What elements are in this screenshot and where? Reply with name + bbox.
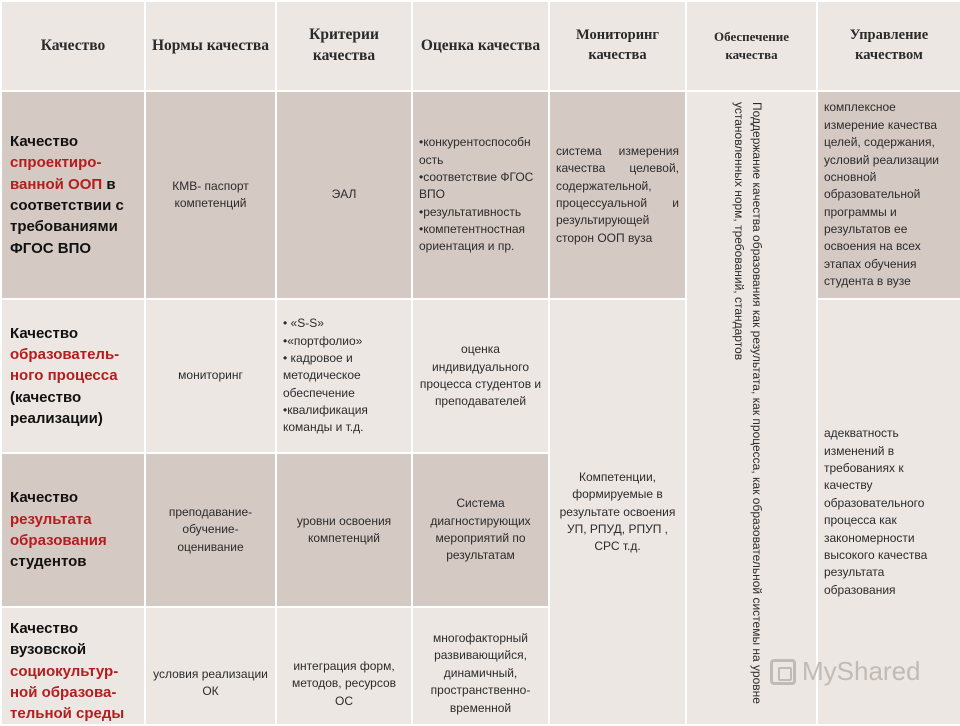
criteria-cell: ЭАЛ bbox=[276, 91, 412, 299]
norms-cell: условия реализации ОК bbox=[145, 607, 276, 725]
norms-cell: мониторинг bbox=[145, 299, 276, 453]
header-assurance: Обеспечение качества bbox=[686, 1, 817, 91]
header-assessment: Оценка качества bbox=[412, 1, 549, 91]
row-label-highlight: спроектиро-ванной ООП bbox=[10, 154, 103, 193]
row-label-text: (качество реализации) bbox=[10, 388, 103, 427]
row-label-text: Качество bbox=[10, 324, 79, 342]
assessment-cell: Система диагностирующих мероприятий по результатам bbox=[412, 453, 549, 607]
row-label bbox=[1, 91, 145, 299]
header-criteria: Критерии качества bbox=[276, 1, 412, 91]
myshared-logo-icon bbox=[770, 659, 796, 685]
assessment-cell: многофакторный развивающийся, динамичный, пространственно-временной bbox=[412, 607, 549, 725]
row-label-text: Качество bbox=[10, 489, 79, 507]
monitoring-cell: система измерения качества целевой, содержательной, процессуальной и результирующей сторон ООП вуза bbox=[549, 91, 686, 299]
assessment-list bbox=[419, 134, 542, 256]
list-item: • «S-S» bbox=[283, 316, 324, 331]
criteria-list bbox=[283, 315, 405, 437]
row-label-highlight: образователь-ного процесса bbox=[10, 346, 120, 385]
row-label bbox=[1, 453, 145, 607]
management-top-cell: комплексное измерение качества целей, содержания, условий реализации основной образовательной программы и результатов ее освоения на всех этапах обучения студента в вузе bbox=[817, 91, 960, 299]
list-item: • кадровое и методическое обеспечение bbox=[283, 350, 361, 400]
table-row bbox=[1, 91, 960, 299]
row-label-text: студентов bbox=[10, 553, 87, 571]
assurance-cell bbox=[686, 91, 817, 725]
header-norms: Нормы качества bbox=[145, 1, 276, 91]
header-row bbox=[1, 1, 960, 91]
header-management: Управление качеством bbox=[817, 1, 960, 91]
row-label-highlight: социокультур-ной образова-тельной среды bbox=[10, 662, 125, 723]
list-item: •«портфолио» bbox=[283, 333, 363, 348]
list-item: •квалификация команды и т.д. bbox=[283, 403, 368, 435]
list-item: •результативность bbox=[419, 204, 522, 219]
row-label bbox=[1, 299, 145, 453]
row-label-text: Качество bbox=[10, 133, 79, 151]
row-label-highlight: результата образования bbox=[10, 510, 107, 549]
header-monitoring: Мониторинг качества bbox=[549, 1, 686, 91]
monitoring-merged-cell: Компетенции, формируемые в результате освоения УП, РПУД, РПУП , СРС т.д. bbox=[549, 299, 686, 725]
watermark-text: MyShared bbox=[802, 656, 921, 686]
criteria-cell bbox=[276, 299, 412, 453]
row-label bbox=[1, 607, 145, 725]
norms-cell: преподавание-обучение-оценивание bbox=[145, 453, 276, 607]
list-item: •соответствие ФГОС ВПО bbox=[419, 169, 534, 202]
watermark bbox=[770, 656, 921, 687]
header-quality: Качество bbox=[1, 1, 145, 91]
management-bottom-cell: адекватность изменений в требованиях к качеству образовательного процесса как закономерности высокого качества результата образования bbox=[817, 299, 960, 725]
assurance-vertical-text: Поддержание качества образования как результата, как процесса, как образовательной системы на уровне установленных норм, требований, стандартов bbox=[732, 102, 764, 704]
list-item: •конкурентоспособн ость bbox=[419, 135, 531, 167]
assessment-cell: оценка индивидуального процесса студентов и преподавателей bbox=[412, 299, 549, 453]
list-item: •компетентностная ориентация и пр. bbox=[419, 222, 526, 254]
row-label-text: Качество вузовской bbox=[10, 620, 87, 659]
norms-cell: КМВ- паспорт компетенций bbox=[145, 91, 276, 299]
criteria-cell: интеграция форм, методов, ресурсов ОС bbox=[276, 607, 412, 725]
criteria-cell: уровни освоения компетенций bbox=[276, 453, 412, 607]
row-label-text: в соответствии с требованиями ФГОС ВПО bbox=[10, 175, 124, 257]
assessment-cell bbox=[412, 91, 549, 299]
